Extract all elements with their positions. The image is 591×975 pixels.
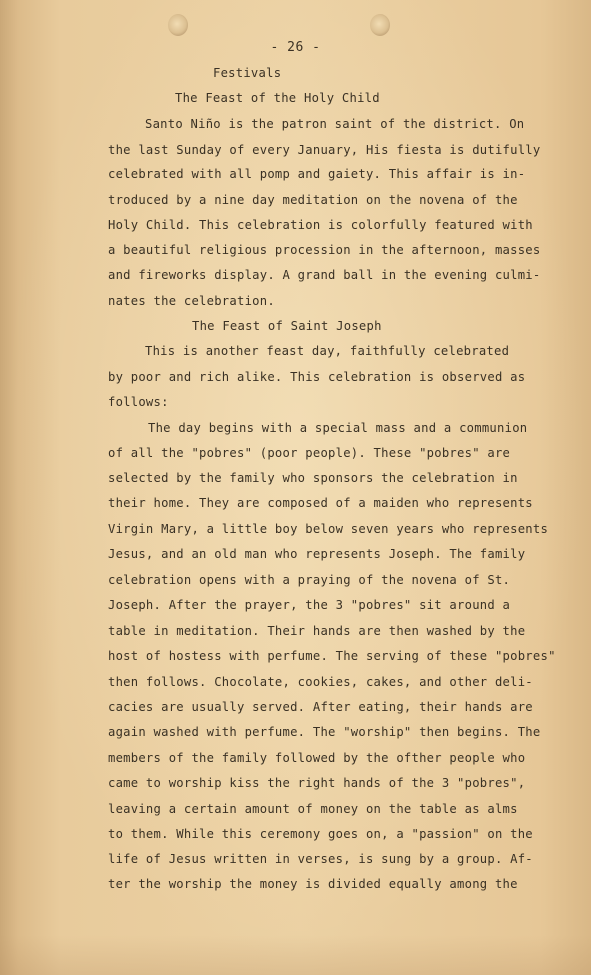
heading-festivals: Festivals xyxy=(213,66,282,80)
paragraph-line: ter the worship the money is divided equally among the xyxy=(108,877,518,891)
paragraph-line: Santo Niño is the patron saint of the district. On xyxy=(145,117,525,131)
paragraph-line: a beautiful religious procession in the afternoon, masses xyxy=(108,243,541,257)
section-title-holy-child: The Feast of the Holy Child xyxy=(175,91,380,105)
paragraph-line: celebration opens with a praying of the novena of St. xyxy=(108,573,511,587)
paragraph-line: This is another feast day, faithfully celebrated xyxy=(145,344,510,358)
paragraph-line: selected by the family who sponsors the celebration in xyxy=(108,471,518,485)
section-title-saint-joseph: The Feast of Saint Joseph xyxy=(192,319,382,333)
paragraph-line: then follows. Chocolate, cookies, cakes, and other deli- xyxy=(108,675,533,689)
paragraph-line: follows: xyxy=(108,395,169,409)
paragraph-line: The day begins with a special mass and a communion xyxy=(148,421,528,435)
paragraph-line: Holy Child. This celebration is colorfully featured with xyxy=(108,218,533,232)
paragraph-line: celebrated with all pomp and gaiety. This affair is in- xyxy=(108,167,526,181)
paragraph-line: by poor and rich alike. This celebration is observed as xyxy=(108,370,526,384)
page-bottom-shadow xyxy=(0,935,591,975)
paragraph-line: the last Sunday of every January, His fiesta is dutifully xyxy=(108,143,541,157)
paragraph-line: to them. While this ceremony goes on, a "passion" on the xyxy=(108,827,533,841)
paragraph-line: Virgin Mary, a little boy below seven years who represents xyxy=(108,522,549,536)
paragraph-line: nates the celebration. xyxy=(108,294,275,308)
page-number: - 26 - xyxy=(270,40,321,55)
paragraph-line: again washed with perfume. The "worship" then begins. The xyxy=(108,725,541,739)
paragraph-line: troduced by a nine day meditation on the novena of the xyxy=(108,193,518,207)
paragraph-line: cacies are usually served. After eating, their hands are xyxy=(108,700,533,714)
paragraph-line: members of the family followed by the ofther people who xyxy=(108,751,526,765)
paragraph-line: of all the "pobres" (poor people). These "pobres" are xyxy=(108,446,511,460)
punch-hole-right xyxy=(370,14,390,36)
paragraph-line: and fireworks display. A grand ball in the evening culmi- xyxy=(108,268,541,282)
paragraph-line: their home. They are composed of a maiden who represents xyxy=(108,496,533,510)
paragraph-line: table in meditation. Their hands are then washed by the xyxy=(108,624,526,638)
paragraph-line: Jesus, and an old man who represents Joseph. The family xyxy=(108,547,526,561)
paragraph-line: Joseph. After the prayer, the 3 "pobres" sit around a xyxy=(108,598,511,612)
punch-hole-left xyxy=(168,14,188,36)
paragraph-line: life of Jesus written in verses, is sung by a group. Af- xyxy=(108,852,533,866)
paragraph-line: host of hostess with perfume. The serving of these "pobres" xyxy=(108,649,556,663)
paragraph-line: leaving a certain amount of money on the table as alms xyxy=(108,802,518,816)
paragraph-line: came to worship kiss the right hands of the 3 "pobres", xyxy=(108,776,526,790)
